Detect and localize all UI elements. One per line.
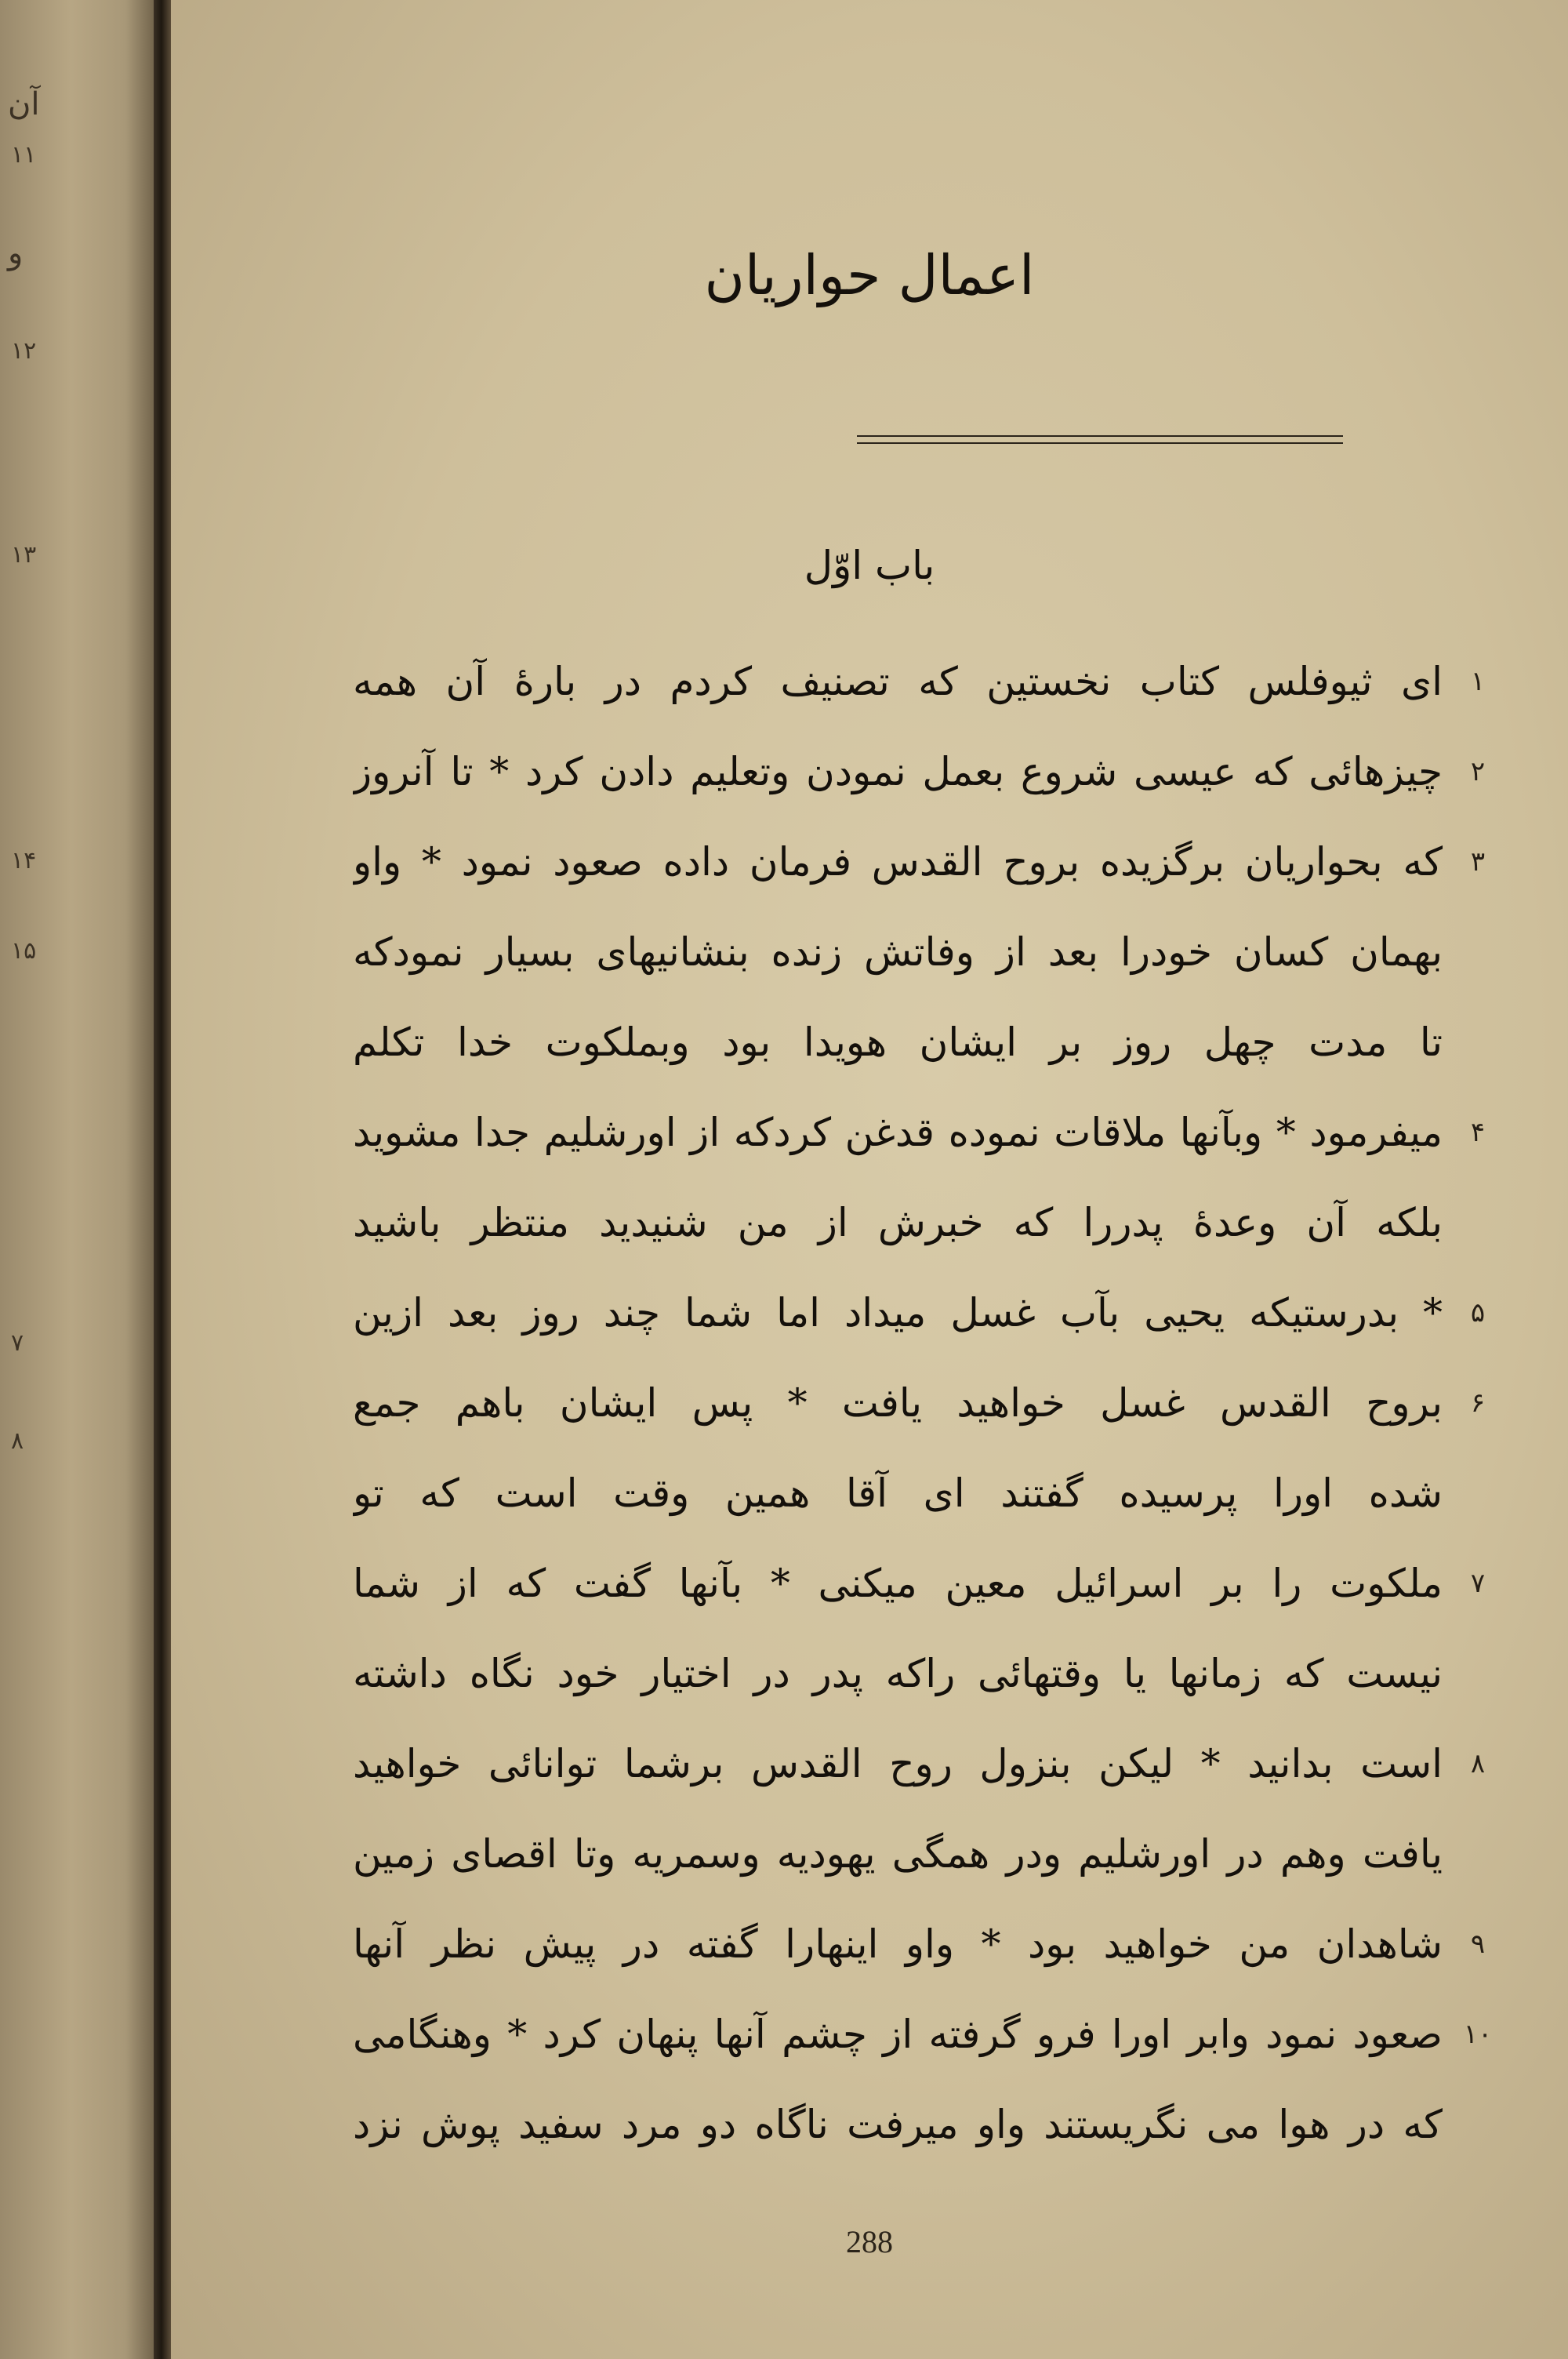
left-page-verse-number: ۱۵ bbox=[11, 937, 37, 965]
left-page-edge bbox=[0, 0, 157, 2359]
line-text: ملکوت را بر اسرائیل معین میکنی * بآنها گفت که از شما bbox=[353, 1561, 1443, 1606]
verse-number: ۲ bbox=[1470, 756, 1486, 787]
text-line bbox=[353, 637, 1501, 727]
text-line bbox=[353, 1539, 1501, 1629]
text-line bbox=[353, 1990, 1501, 2080]
text-body bbox=[353, 637, 1501, 2170]
text-line bbox=[353, 1088, 1501, 1178]
line-text: است بدانید * لیکن بنزول روح القدس برشما توانائی خواهید bbox=[353, 1741, 1443, 1787]
line-text: نیست که زمانها یا وقتهائی راکه پدر در اختیار خود نگاه داشته bbox=[353, 1651, 1443, 1696]
line-text: چیزهائی که عیسی شروع بعمل نمودن وتعلیم دادن کرد * تا آنروز bbox=[353, 749, 1443, 794]
verse-number: ۷ bbox=[1470, 1568, 1486, 1599]
verse-number: ۳ bbox=[1470, 846, 1486, 878]
verse-number: ۶ bbox=[1470, 1387, 1486, 1419]
text-line bbox=[353, 817, 1501, 907]
verse-number: ۱ bbox=[1470, 666, 1486, 697]
title-divider bbox=[857, 435, 1343, 444]
line-text: صعود نمود وابر اورا فرو گرفته از چشم آنها پنهان کرد * وهنگامی bbox=[353, 2012, 1443, 2057]
verse-number: ۹ bbox=[1470, 1928, 1486, 1960]
line-text: یافت وهم در اورشلیم ودر همگی یهودیه وسمریه وتا اقصای زمین bbox=[353, 1831, 1443, 1877]
left-page-verse-number: ۱۴ bbox=[11, 847, 37, 874]
verse-number: ۸ bbox=[1470, 1748, 1486, 1779]
text-line bbox=[353, 1899, 1501, 1990]
text-line bbox=[353, 1629, 1501, 1719]
left-page-text-fragment: و bbox=[8, 235, 24, 271]
verse-number: ۴ bbox=[1470, 1117, 1486, 1148]
left-page-verse-number: ۸ bbox=[11, 1427, 24, 1455]
line-text: شاهدان من خواهید بود * واو اینهارا گفته در پیش نظر آنها bbox=[353, 1921, 1443, 1967]
verse-number: ۱۰ bbox=[1463, 2019, 1493, 2050]
line-text: * بدرستیکه یحیی بآب غسل میداد اما شما چند روز بعد ازین bbox=[353, 1290, 1443, 1336]
left-page-verse-number: ۱۲ bbox=[11, 337, 37, 365]
line-text: بلکه آن وعدهٔ پدررا که خبرش از من شنیدید منتظر باشید bbox=[353, 1200, 1443, 1245]
line-text: بهمان کسان خودرا بعد از وفاتش زنده بنشانیهای بسیار نمودکه bbox=[353, 929, 1443, 975]
line-text: بروح القدس غسل خواهید یافت * پس ایشان باهم جمع bbox=[353, 1380, 1443, 1426]
line-text: ای ثیوفلس کتاب نخستین که تصنیف کردم در بارهٔ آن همه bbox=[353, 659, 1443, 704]
text-line bbox=[353, 907, 1501, 998]
line-text: میفرمود * وبآنها ملاقات نموده قدغن کردکه از اورشلیم جدا مشوید bbox=[353, 1110, 1443, 1155]
line-text: تا مدت چهل روز بر ایشان هویدا بود وبملکوت خدا تکلم bbox=[353, 1020, 1443, 1065]
text-line bbox=[353, 1178, 1501, 1268]
text-line bbox=[353, 1809, 1501, 1899]
line-text: که بحواریان برگزیده بروح القدس فرمان داده صعود نمود * واو bbox=[353, 839, 1443, 885]
text-line bbox=[353, 727, 1501, 817]
text-line bbox=[353, 1268, 1501, 1358]
chapter-heading: باب اوّل bbox=[804, 543, 935, 588]
text-line bbox=[353, 1719, 1501, 1809]
page-title: اعمال حواریان bbox=[704, 243, 1035, 307]
text-line bbox=[353, 1358, 1501, 1448]
page-number: 288 bbox=[846, 2224, 893, 2259]
verse-number: ۵ bbox=[1470, 1297, 1486, 1329]
left-page-verse-number: ۱۳ bbox=[11, 541, 37, 569]
left-page-verse-number: ۷ bbox=[11, 1329, 24, 1357]
left-page-text-fragment: آن bbox=[8, 86, 40, 122]
text-line bbox=[353, 2080, 1501, 2170]
book-gutter bbox=[154, 0, 171, 2359]
line-text: که در هوا می نگریستند واو میرفت ناگاه دو مرد سفید پوش نزد bbox=[353, 2102, 1443, 2147]
line-text: شده اورا پرسیده گفتند ای آقا همین وقت است که تو bbox=[353, 1470, 1443, 1516]
text-line bbox=[353, 998, 1501, 1088]
text-line bbox=[353, 1448, 1501, 1539]
left-page-verse-number: ۱۱ bbox=[11, 141, 37, 169]
